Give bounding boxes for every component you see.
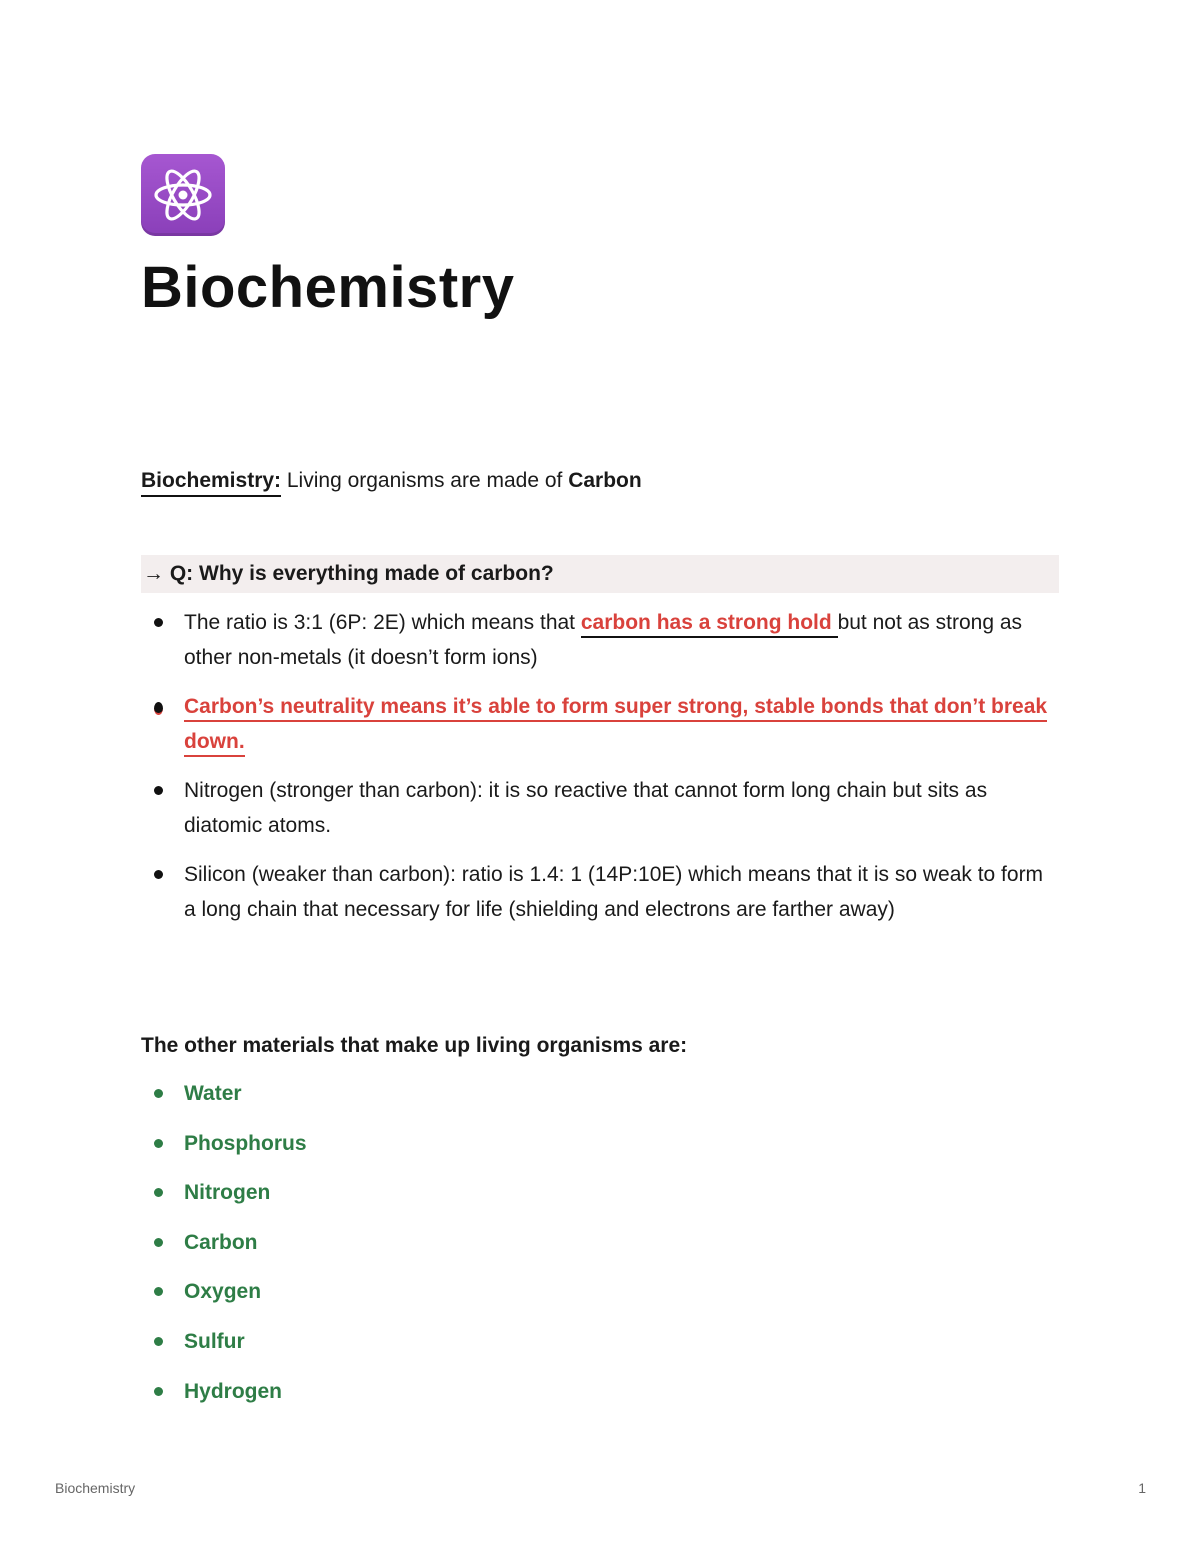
material-label: Oxygen bbox=[184, 1280, 262, 1304]
list-item bbox=[141, 1374, 307, 1424]
material-label: Phosphorus bbox=[184, 1131, 307, 1155]
bullet-icon bbox=[154, 1387, 163, 1396]
bullet-icon bbox=[154, 786, 163, 795]
intro-term: Biochemistry: bbox=[141, 469, 281, 497]
atom-icon bbox=[141, 154, 225, 236]
intro-emphasis: Carbon bbox=[568, 469, 642, 492]
question-callout: → Q: Why is everything made of carbon? bbox=[141, 555, 1059, 593]
bullet-icon bbox=[154, 870, 163, 879]
bullet-icon bbox=[154, 702, 163, 715]
list-item bbox=[141, 857, 1059, 927]
reasons-list bbox=[141, 605, 1059, 941]
materials-list bbox=[141, 1076, 307, 1423]
bullet-icon bbox=[154, 618, 163, 627]
bullet-icon bbox=[154, 1089, 163, 1098]
materials-heading: The other materials that make up living organisms are: bbox=[141, 1034, 688, 1057]
intro-text: Living organisms are made of bbox=[281, 469, 569, 492]
material-label: Nitrogen bbox=[184, 1181, 271, 1205]
footer-title: Biochemistry bbox=[55, 1480, 136, 1496]
material-label: Carbon bbox=[184, 1230, 258, 1254]
page-title: Biochemistry bbox=[141, 255, 515, 320]
intro-paragraph bbox=[141, 466, 642, 496]
reason-1-highlight: carbon has a strong hold bbox=[581, 611, 838, 638]
reason-2-text: Carbon’s neutrality means it’s able to form super strong, stable bonds that don’t break down. bbox=[184, 695, 1047, 757]
bullet-icon bbox=[154, 1139, 163, 1148]
reason-3-text: Nitrogen (stronger than carbon): it is so reactive that cannot form long chain but sits as diatomic atoms. bbox=[184, 779, 988, 837]
list-item bbox=[141, 1274, 307, 1324]
bullet-icon bbox=[154, 1287, 163, 1296]
material-label: Hydrogen bbox=[184, 1379, 283, 1403]
material-label: Water bbox=[184, 1082, 242, 1105]
list-item bbox=[141, 773, 1059, 843]
reason-1-before: The ratio is 3:1 (6P: 2E) which means that bbox=[184, 611, 581, 634]
bullet-icon bbox=[154, 1238, 163, 1247]
bullet-icon bbox=[154, 1337, 163, 1346]
bullet-icon bbox=[154, 1188, 163, 1197]
list-item bbox=[141, 1126, 307, 1176]
list-item bbox=[141, 689, 1059, 759]
list-item bbox=[141, 605, 1059, 675]
reason-1-after: but not as strong as other non-metals (it doesn’t form ions) bbox=[184, 611, 1023, 669]
list-item bbox=[141, 1324, 307, 1374]
list-item bbox=[141, 1076, 307, 1126]
page-number: 1 bbox=[1138, 1480, 1146, 1496]
list-item bbox=[141, 1175, 307, 1225]
list-item bbox=[141, 1225, 307, 1275]
material-label: Sulfur bbox=[184, 1329, 245, 1353]
reason-4-text: Silicon (weaker than carbon): ratio is 1.4: 1 (14P:10E) which means that it is so weak to form a long chain that necessary for life (shielding and electrons are farther away) bbox=[184, 863, 1044, 921]
